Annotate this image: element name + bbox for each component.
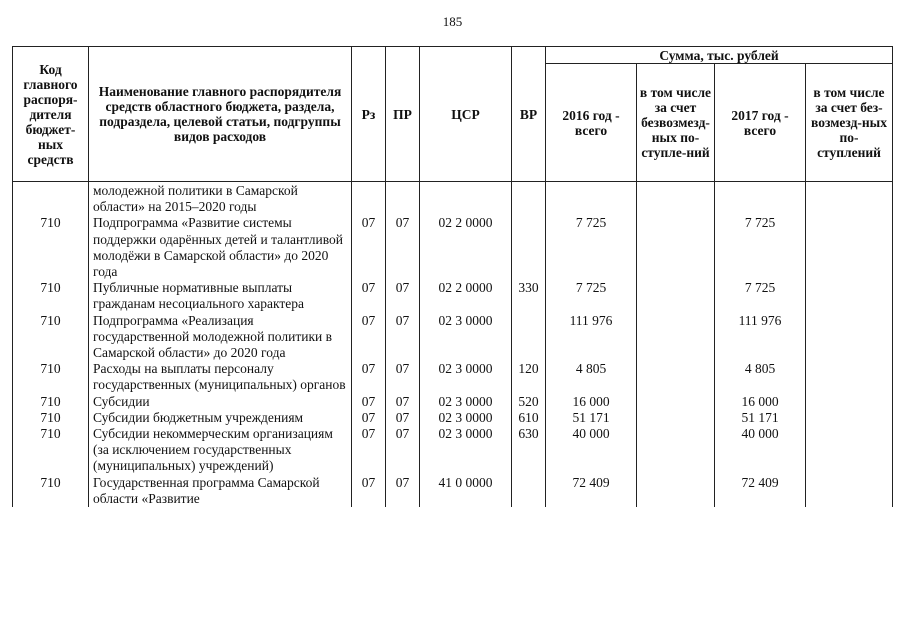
cell-2017-free xyxy=(806,182,893,216)
header-2016-free: в том числе за счет безвозмезд-ных по-ступле-ний xyxy=(637,64,715,182)
header-code: Код главного распоря-дителя бюджет-ных средств xyxy=(13,47,89,182)
cell-pr: 07 xyxy=(386,313,420,362)
cell-vr xyxy=(512,313,546,362)
table-header xyxy=(13,47,893,182)
table-row xyxy=(13,426,893,475)
table-row xyxy=(13,361,893,393)
table-row xyxy=(13,280,893,312)
cell-2016-total: 40 000 xyxy=(546,426,637,475)
cell-code: 710 xyxy=(13,280,89,312)
cell-name: Государственная программа Самарской области «Развитие xyxy=(89,475,352,507)
cell-name: Субсидии некоммерческим организациям (за исключением государственных (муниципальных) учреждений) xyxy=(89,426,352,475)
cell-rz: 07 xyxy=(352,410,386,426)
cell-name: молодежной политики в Самарской области» на 2015–2020 годы xyxy=(89,182,352,216)
page-number: 185 xyxy=(442,14,463,29)
cell-vr: 330 xyxy=(512,280,546,312)
header-csr: ЦСР xyxy=(420,47,512,182)
table-row xyxy=(13,475,893,507)
cell-rz: 07 xyxy=(352,394,386,410)
cell-2017-total: 51 171 xyxy=(715,410,806,426)
cell-2017-free xyxy=(806,394,893,410)
cell-vr: 630 xyxy=(512,426,546,475)
cell-code xyxy=(13,182,89,216)
cell-csr xyxy=(420,182,512,216)
cell-vr: 520 xyxy=(512,394,546,410)
cell-csr: 02 3 0000 xyxy=(420,410,512,426)
cell-name: Подпрограмма «Развитие системы поддержки одарённых детей и талантливой молодёжи в Самарской области» до 2020 года xyxy=(89,215,352,280)
cell-2016-total: 51 171 xyxy=(546,410,637,426)
cell-2016-total: 16 000 xyxy=(546,394,637,410)
cell-2017-total: 111 976 xyxy=(715,313,806,362)
cell-2017-total xyxy=(715,182,806,216)
cell-pr xyxy=(386,182,420,216)
cell-code: 710 xyxy=(13,410,89,426)
cell-2017-free xyxy=(806,426,893,475)
cell-2017-free xyxy=(806,313,893,362)
cell-code: 710 xyxy=(13,215,89,280)
cell-pr: 07 xyxy=(386,394,420,410)
cell-2017-total: 4 805 xyxy=(715,361,806,393)
cell-rz: 07 xyxy=(352,361,386,393)
cell-2017-free xyxy=(806,215,893,280)
cell-2017-free xyxy=(806,475,893,507)
cell-csr: 41 0 0000 xyxy=(420,475,512,507)
header-sum-group: Сумма, тыс. рублей xyxy=(546,47,893,64)
cell-2016-free xyxy=(637,475,715,507)
cell-vr xyxy=(512,475,546,507)
cell-csr: 02 2 0000 xyxy=(420,215,512,280)
header-2017-total: 2017 год - всего xyxy=(715,64,806,182)
cell-2017-total: 40 000 xyxy=(715,426,806,475)
cell-csr: 02 3 0000 xyxy=(420,313,512,362)
cell-name: Субсидии бюджетным учреждениям xyxy=(89,410,352,426)
cell-2016-total: 4 805 xyxy=(546,361,637,393)
cell-2017-total: 7 725 xyxy=(715,280,806,312)
header-rz: Рз xyxy=(352,47,386,182)
cell-2016-free xyxy=(637,215,715,280)
cell-pr: 07 xyxy=(386,410,420,426)
cell-rz: 07 xyxy=(352,215,386,280)
cell-code: 710 xyxy=(13,394,89,410)
cell-csr: 02 3 0000 xyxy=(420,361,512,393)
cell-pr: 07 xyxy=(386,361,420,393)
cell-2016-free xyxy=(637,426,715,475)
cell-name: Публичные нормативные выплаты гражданам несоциального характера xyxy=(89,280,352,312)
cell-2016-free xyxy=(637,280,715,312)
cell-2016-total: 7 725 xyxy=(546,280,637,312)
cell-vr xyxy=(512,182,546,216)
cell-name: Расходы на выплаты персоналу государственных (муниципальных) органов xyxy=(89,361,352,393)
cell-2017-total: 72 409 xyxy=(715,475,806,507)
header-pr: ПР xyxy=(386,47,420,182)
cell-2016-free xyxy=(637,182,715,216)
cell-code: 710 xyxy=(13,475,89,507)
cell-name: Подпрограмма «Реализация государственной молодежной политики в Самарской области» до 2020 года xyxy=(89,313,352,362)
table-row xyxy=(13,215,893,280)
cell-2017-total: 16 000 xyxy=(715,394,806,410)
table-row xyxy=(13,410,893,426)
table-row xyxy=(13,182,893,216)
cell-csr: 02 2 0000 xyxy=(420,280,512,312)
cell-2017-free xyxy=(806,280,893,312)
cell-vr xyxy=(512,215,546,280)
table-body xyxy=(13,182,893,508)
header-name: Наименование главного распорядителя средств областного бюджета, раздела, подраздела, целевой статьи, подгруппы видов расходов xyxy=(89,47,352,182)
cell-2016-free xyxy=(637,394,715,410)
cell-2016-free xyxy=(637,410,715,426)
cell-code: 710 xyxy=(13,361,89,393)
cell-rz: 07 xyxy=(352,313,386,362)
cell-pr: 07 xyxy=(386,475,420,507)
cell-csr: 02 3 0000 xyxy=(420,426,512,475)
table-row xyxy=(13,394,893,410)
cell-rz xyxy=(352,182,386,216)
cell-2016-total: 72 409 xyxy=(546,475,637,507)
cell-2016-free xyxy=(637,313,715,362)
cell-vr: 610 xyxy=(512,410,546,426)
header-2017-free: в том числе за счет без-возмезд-ных по-ступлений xyxy=(806,64,893,182)
cell-2016-total: 7 725 xyxy=(546,215,637,280)
cell-vr: 120 xyxy=(512,361,546,393)
table-row xyxy=(13,313,893,362)
cell-csr: 02 3 0000 xyxy=(420,394,512,410)
cell-rz: 07 xyxy=(352,280,386,312)
cell-rz: 07 xyxy=(352,426,386,475)
cell-pr: 07 xyxy=(386,215,420,280)
cell-2017-free xyxy=(806,361,893,393)
header-2016-total: 2016 год - всего xyxy=(546,64,637,182)
cell-2016-total xyxy=(546,182,637,216)
cell-2017-free xyxy=(806,410,893,426)
cell-2016-free xyxy=(637,361,715,393)
budget-table xyxy=(12,46,893,507)
cell-2016-total: 111 976 xyxy=(546,313,637,362)
cell-2017-total: 7 725 xyxy=(715,215,806,280)
cell-pr: 07 xyxy=(386,280,420,312)
cell-code: 710 xyxy=(13,313,89,362)
cell-rz: 07 xyxy=(352,475,386,507)
header-vr: ВР xyxy=(512,47,546,182)
cell-pr: 07 xyxy=(386,426,420,475)
cell-name: Субсидии xyxy=(89,394,352,410)
cell-code: 710 xyxy=(13,426,89,475)
